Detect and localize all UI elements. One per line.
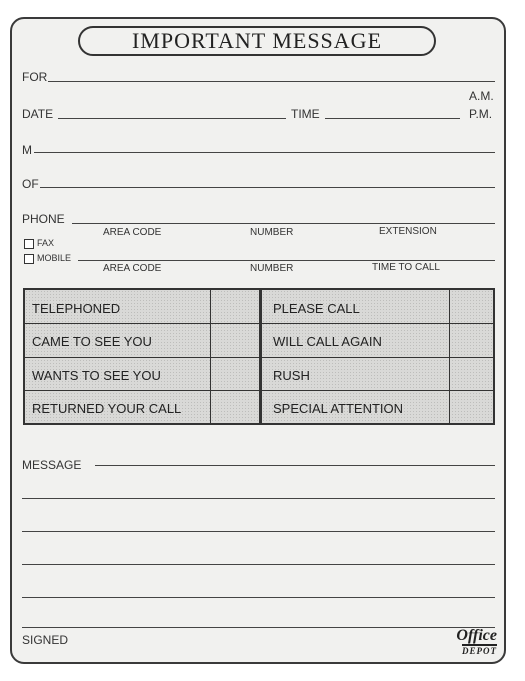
- message-line-1[interactable]: [95, 465, 495, 466]
- of-field[interactable]: [40, 187, 495, 188]
- telephoned-label: TELEPHONED: [32, 301, 121, 316]
- phone-field[interactable]: [72, 223, 495, 224]
- time-to-call-label: TIME TO CALL: [372, 262, 440, 273]
- returned-your-call-label: RETURNED YOUR CALL: [32, 401, 182, 416]
- wants-to-see-you-checkbox[interactable]: [211, 358, 258, 390]
- came-to-see-you-checkbox[interactable]: [211, 324, 258, 357]
- for-label: FOR: [22, 70, 48, 84]
- area-code-label-2: AREA CODE: [103, 263, 162, 274]
- message-line-4[interactable]: [22, 564, 495, 565]
- brand-logo-line1: Office: [456, 627, 497, 644]
- will-call-again-label: WILL CALL AGAIN: [273, 334, 382, 349]
- for-field[interactable]: [48, 81, 495, 82]
- brand-logo-line2: DEPOT: [462, 646, 497, 656]
- message-line-3[interactable]: [22, 531, 495, 532]
- date-label: DATE: [22, 107, 54, 121]
- status-checklist: [23, 288, 495, 425]
- came-to-see-you-label: CAME TO SEE YOU: [32, 334, 152, 349]
- please-call-label: PLEASE CALL: [273, 301, 360, 316]
- message-line-2[interactable]: [22, 498, 495, 499]
- mobile-checkbox[interactable]: [24, 254, 34, 264]
- will-call-again-checkbox[interactable]: [450, 324, 493, 357]
- brand-logo: [444, 628, 497, 656]
- phone-label: PHONE: [22, 212, 65, 226]
- special-attention-label: SPECIAL ATTENTION: [273, 401, 404, 416]
- signed-label: SIGNED: [22, 633, 69, 647]
- page-title: IMPORTANT MESSAGE: [78, 26, 436, 56]
- fax-label: FAX: [37, 238, 55, 248]
- rush-label: RUSH: [273, 368, 310, 383]
- number-label: NUMBER: [250, 227, 294, 238]
- date-field[interactable]: [58, 118, 286, 119]
- message-label: MESSAGE: [22, 458, 82, 472]
- please-call-checkbox[interactable]: [450, 290, 493, 323]
- message-line-6[interactable]: [22, 627, 495, 628]
- time-field[interactable]: [325, 118, 460, 119]
- fax-mobile-field[interactable]: [78, 260, 495, 261]
- m-label: M: [22, 143, 32, 157]
- message-line-5[interactable]: [22, 597, 495, 598]
- am-label[interactable]: A.M.: [469, 89, 494, 103]
- time-label: TIME: [291, 107, 320, 121]
- pm-label[interactable]: P.M.: [469, 107, 493, 121]
- wants-to-see-you-label: WANTS TO SEE YOU: [32, 368, 161, 383]
- rush-checkbox[interactable]: [450, 358, 493, 390]
- of-label: OF: [22, 177, 39, 191]
- special-attention-checkbox[interactable]: [450, 391, 493, 423]
- number-label-2: NUMBER: [250, 263, 294, 274]
- fax-checkbox[interactable]: [24, 239, 34, 249]
- mobile-label: MOBILE: [37, 253, 72, 263]
- area-code-label: AREA CODE: [103, 227, 162, 238]
- extension-label: EXTENSION: [379, 226, 437, 237]
- returned-your-call-checkbox[interactable]: [211, 391, 258, 423]
- m-field[interactable]: [34, 152, 495, 153]
- telephoned-checkbox[interactable]: [211, 290, 258, 323]
